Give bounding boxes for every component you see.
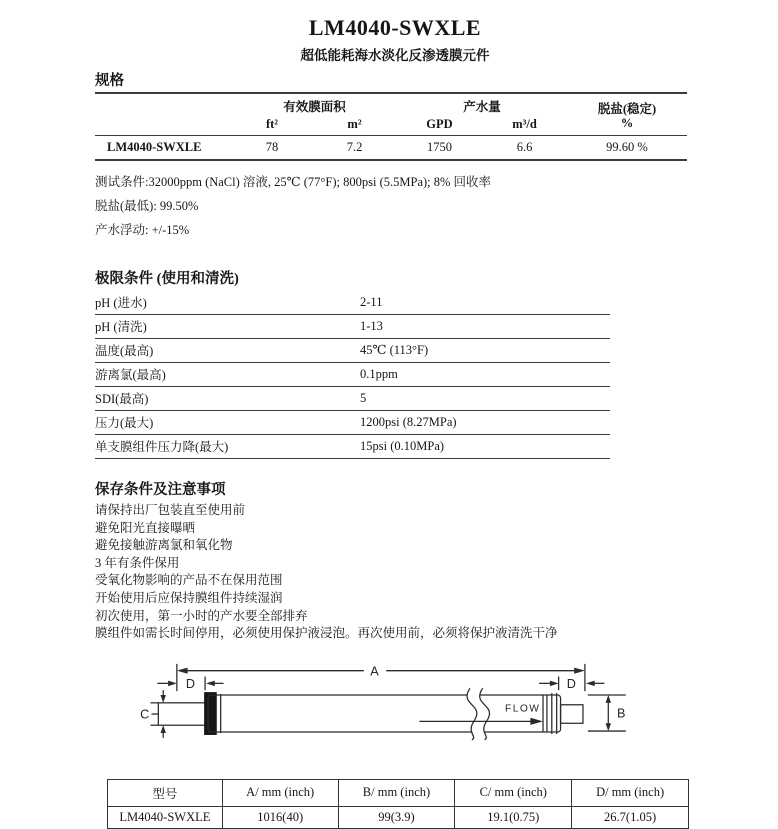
dims-header-b: B/ mm (inch) [338,779,455,806]
flow-arrowhead [530,717,543,724]
dims-header-a: A/ mm (inch) [222,779,338,806]
storage-note-line: 避免阳光直接曝晒 [95,520,196,535]
limit-row [95,435,610,459]
storage-note-line: 3 年有条件保用 [95,555,180,570]
specs-unit-ft2: ft² [265,117,279,131]
limits-heading: 极限条件 (使用和清洗) [95,271,239,287]
limit-label: SDI(最高) [95,387,360,411]
storage-heading: 保存条件及注意事项 [95,482,226,498]
dim-c-arrowhead-bottom [160,725,165,733]
dim-b-arrowhead-bottom [606,723,611,731]
specs-model-name: LM4040-SWXLE [107,140,202,154]
dim-dright-label: D [566,676,576,691]
dim-a-label: A [370,664,379,679]
storage-note-line: 初次使用，第一小时的产水要全部排弃 [95,608,308,623]
page-title: LM4040-SWXLE [308,15,482,40]
test-conditions [95,170,695,242]
storage-note-line: 避免接触游离氯和氧化物 [95,538,233,553]
limit-label: 游离氯(最高) [95,363,360,387]
specs-group-header-row [95,93,687,116]
specs-data-row [95,136,687,161]
dim-dleft-arrowhead-right [206,680,215,685]
limit-value: 2-11 [360,291,610,315]
dims-value-d: 26.7(1.05) [572,806,689,828]
specs-table [95,92,687,161]
dimensions-header-row [108,779,689,806]
limit-row [95,387,610,411]
dim-c-label: C [140,707,150,722]
page-subtitle: 超低能耗海水淡化反渗透膜元件 [300,48,490,63]
dim-dright-arrowhead-left [550,680,559,685]
flow-tolerance-line: 产水浮动: +/-15% [95,223,190,237]
specs-rejection-unit: % [620,115,634,130]
specs-group-rejection [567,93,687,136]
specs-unit-gpd: GPD [426,117,453,131]
limit-value: 5 [360,387,610,411]
specs-value-rejection: 99.60 % [606,140,648,154]
specs-group-area: 有效膜面积 [283,100,346,114]
specs-rejection-label: 脱盐(稳定) [597,101,657,116]
limit-value: 15psi (0.10MPa) [360,435,610,459]
dim-a-arrow-right [574,667,585,673]
dims-value-c: 19.1(0.75) [455,806,572,828]
specs-value-m3d: 6.6 [516,140,533,154]
dim-c-arrowhead-top [160,695,165,703]
min-rejection-line: 脱盐(最低): 99.50% [95,199,199,213]
specs-empty-cell [95,116,232,136]
limit-label: 压力(最大) [95,411,360,435]
storage-note-line: 膜组件如需长时间停用，必须使用保护液浸泡。再次使用前，必须将保护液清洗干净 [95,626,558,641]
dims-value-a: 1016(40) [222,806,338,828]
limit-row [95,363,610,387]
storage-notes [95,502,695,643]
limit-label: 单支膜组件压力降(最大) [95,435,360,459]
permeate-tube-left [158,703,208,725]
limit-value: 1200psi (8.27MPa) [360,411,610,435]
specs-group-flow: 产水量 [463,100,501,114]
limit-value: 0.1ppm [360,363,610,387]
limit-row [95,411,610,435]
specs-value-gpd: 1750 [427,140,452,154]
limit-label: pH (清洗) [95,315,360,339]
flow-label: FLOW [505,703,541,715]
dims-model: LM4040-SWXLE [108,806,223,828]
limit-label: pH (进水) [95,291,360,315]
storage-note-line: 受氧化物影响的产品不在保用范围 [95,573,283,588]
dims-header-c: C/ mm (inch) [455,779,572,806]
dim-a-arrow-left [177,667,188,673]
limit-label: 温度(最高) [95,339,360,363]
dims-header-model: 型号 [108,779,223,806]
storage-note-line: 请保持出厂包装直至使用前 [95,503,246,517]
specs-unit-m2: m² [347,117,362,131]
dim-dleft-label: D [185,676,196,691]
dim-dleft-arrowhead-left [168,680,177,685]
membrane-element-diagram [95,659,695,771]
storage-note-line: 开始使用后应保持膜组件持续湿润 [95,590,283,605]
limits-table [95,291,610,459]
specs-value-ft2: 78 [265,140,279,154]
dims-header-d: D/ mm (inch) [572,779,689,806]
dimensions-data-row [108,806,689,828]
specs-value-m2: 7.2 [346,140,363,154]
dim-b-arrowhead-top [606,695,611,703]
dim-dright-arrowhead-right [586,680,595,685]
limit-row [95,291,610,315]
dim-b-label: B [617,706,626,721]
dimensions-table [107,779,689,829]
brine-seal-band [204,692,217,735]
test-condition-line: 测试条件:32000ppm (NaCl) 溶液, 25℃ (77°F); 800psi (5.5MPa); 8% 回收率 [95,175,492,189]
dims-value-b: 99(3.9) [338,806,455,828]
limit-value: 1-13 [360,315,610,339]
limit-row [95,339,610,363]
limit-row [95,315,610,339]
specs-unit-m3d: m³/d [512,117,537,131]
specs-corner-cell [95,93,232,116]
permeate-tube-right [561,705,583,724]
limit-value: 45℃ (113°F) [360,339,610,363]
specs-heading: 规格 [95,73,124,89]
